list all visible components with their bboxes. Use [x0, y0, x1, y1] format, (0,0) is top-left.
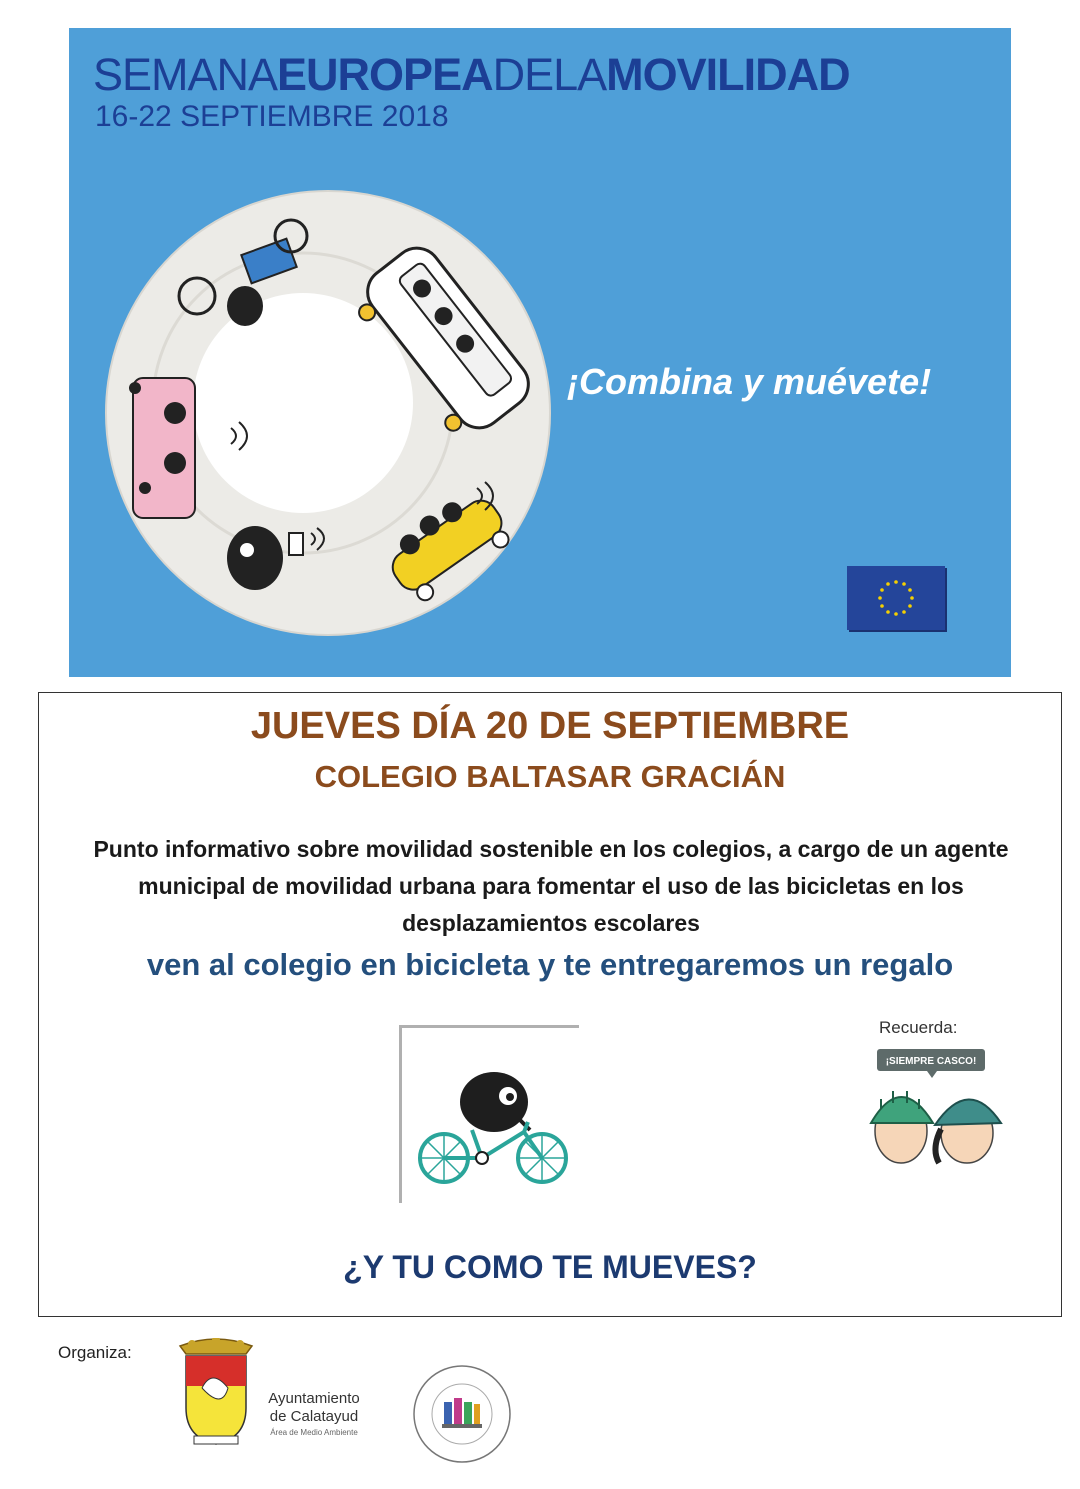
banner-title: [93, 50, 850, 100]
organiza-label: Organiza:: [58, 1343, 132, 1362]
helmet-reminder-icon: [857, 1049, 1007, 1167]
title-word-dela: DELA: [492, 49, 607, 100]
school-seal-icon: [410, 1362, 514, 1466]
cyclist-icon: [412, 1060, 572, 1190]
event-school: COLEGIO BALTASAR GRACIÁN: [314, 759, 786, 794]
ayuntamiento-name: [260, 1390, 368, 1426]
event-info-box: [38, 692, 1062, 1317]
event-description: Punto informativo sobre movilidad sostenible en los colegios, a cargo de un agente municipal de movilidad urbana para fomentar el uso de las bicicletas en los desplazamientos escolares: [93, 836, 1009, 936]
ayuntamiento-department: Área de Medio Ambiente: [270, 1428, 358, 1437]
siempre-casco-badge: ¡SIEMPRE CASCO!: [885, 1056, 977, 1067]
event-date: JUEVES DÍA 20 DE SEPTIEMBRE: [250, 705, 850, 747]
banner-slogan: ¡Combina y muévete!: [567, 361, 932, 402]
closing-question: ¿Y TU COMO TE MUEVES?: [343, 1249, 757, 1285]
eu-flag-icon: [847, 566, 945, 630]
calatayud-coat-of-arms-icon: [172, 1338, 260, 1448]
ayuntamiento-line1: Ayuntamiento: [268, 1390, 360, 1407]
banner-dates: 16-22 SEPTIEMBRE 2018: [95, 100, 449, 133]
title-word-semana: SEMANA: [93, 49, 278, 100]
mobility-wheel-illustration: [103, 188, 553, 638]
mobility-week-banner: [69, 28, 1011, 677]
title-word-europea: EUROPEA: [277, 49, 493, 100]
ayuntamiento-line2: de Calatayud: [269, 1408, 359, 1425]
title-word-movilidad: MOVILIDAD: [606, 49, 850, 100]
call-to-action: ven al colegio en bicicleta y te entregaremos un regalo: [146, 947, 954, 982]
reminder-label: Recuerda:: [879, 1018, 958, 1037]
bicycle-illustration-frame: [399, 1025, 579, 1203]
